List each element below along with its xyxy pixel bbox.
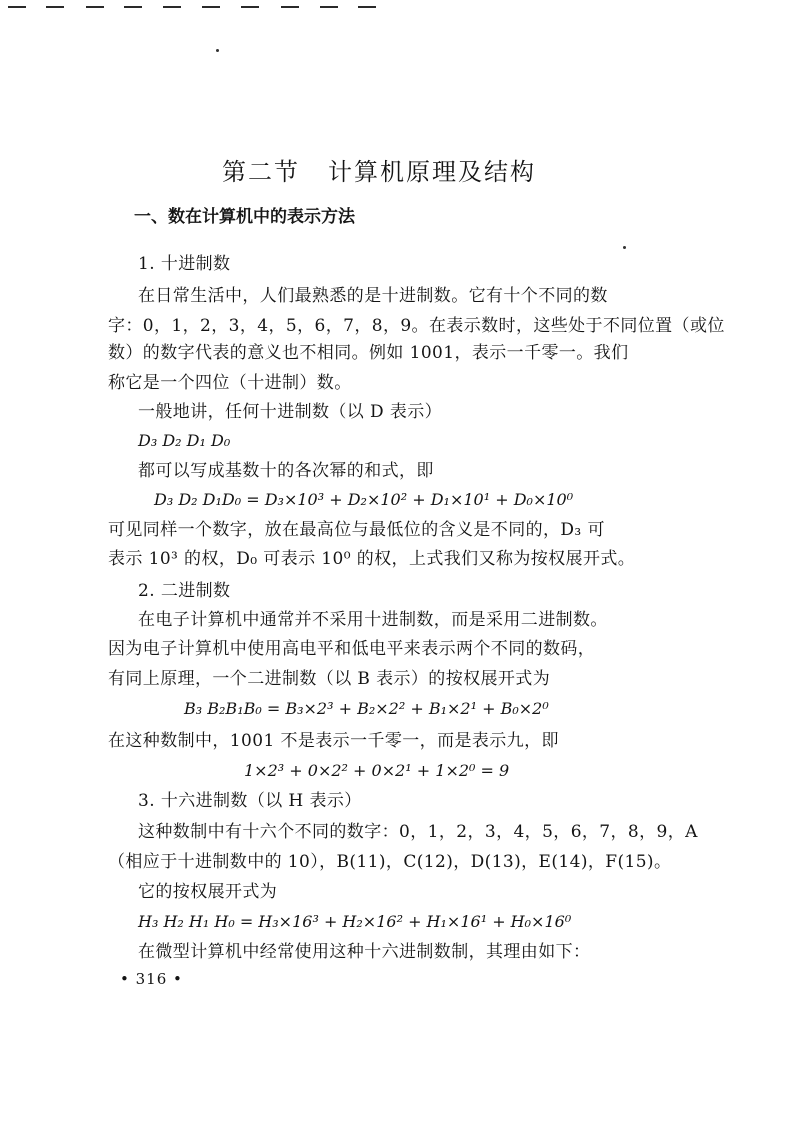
paragraph-line: 表示 10³ 的权，D₀ 可表示 10⁰ 的权，上式我们又称为按权展开式。 xyxy=(108,549,636,569)
scan-speck xyxy=(623,246,626,249)
paragraph-line: 字：0，1，2，3，4，5，6，7，8，9。在表示数时，这些处于不同位置（或位 xyxy=(108,316,725,336)
paragraph-line: 在电子计算机中通常并不采用十进制数，而是采用二进制数。 xyxy=(138,610,608,630)
section-heading: 一、数在计算机中的表示方法 xyxy=(134,207,355,227)
scan-speck xyxy=(216,49,219,52)
paragraph-line: 这种数制中有十六个不同的数字：0，1，2，3，4，5，6，7，8，9，A xyxy=(138,822,698,842)
paragraph-line: 在微型计算机中经常使用这种十六进制数制，其理由如下： xyxy=(138,942,591,962)
formula-binary-example: 1×2³ + 0×2² + 0×2¹ + 1×2⁰ = 9 xyxy=(244,761,510,780)
paragraph-line: 都可以写成基数十的各次幂的和式，即 xyxy=(138,461,434,481)
paragraph-line: 一般地讲，任何十进制数（以 D 表示） xyxy=(138,402,443,422)
item-heading-binary: 2. 二进制数 xyxy=(138,581,231,601)
paragraph-line: （相应于十进制数中的 10），B(11)，C(12)，D(13)，E(14)，F(15)。 xyxy=(108,852,672,872)
paragraph-line: 可见同样一个数字，放在最高位与最低位的含义是不同的，D₃ 可 xyxy=(108,520,605,540)
paragraph-line: 因为电子计算机中使用高电平和低电平来表示两个不同的数码， xyxy=(108,639,596,659)
paragraph-line: 在日常生活中，人们最熟悉的是十进制数。它有十个不同的数 xyxy=(138,286,608,306)
page-title: 第二节 计算机原理及结构 xyxy=(222,158,536,186)
item-heading-hex: 3. 十六进制数（以 H 表示） xyxy=(138,791,362,811)
page-number: • 316 • xyxy=(120,970,183,988)
paragraph-line: 称它是一个四位（十进制）数。 xyxy=(108,373,352,393)
paragraph-line: 数）的数字代表的意义也不相同。例如 1001，表示一千零一。我们 xyxy=(108,343,629,363)
top-dashed-rule xyxy=(0,0,400,10)
formula-hex-expansion: H₃ H₂ H₁ H₀ = H₃×16³ + H₂×16² + H₁×16¹ + H₀×16⁰ xyxy=(138,912,572,931)
paragraph-line: 它的按权展开式为 xyxy=(138,882,278,902)
formula-binary-expansion: B₃ B₂B₁B₀ = B₃×2³ + B₂×2² + B₁×2¹ + B₀×2⁰ xyxy=(184,699,549,718)
item-heading-decimal: 1. 十进制数 xyxy=(138,254,231,274)
formula-decimal-expansion: D₃ D₂ D₁D₀ = D₃×10³ + D₂×10² + D₁×10¹ + D₀×10⁰ xyxy=(154,490,574,509)
formula-decimal-digits: D₃ D₂ D₁ D₀ xyxy=(138,431,231,450)
paragraph-line: 在这种数制中，1001 不是表示一千零一，而是表示九，即 xyxy=(108,731,559,751)
paragraph-line: 有同上原理，一个二进制数（以 B 表示）的按权展开式为 xyxy=(108,669,551,689)
